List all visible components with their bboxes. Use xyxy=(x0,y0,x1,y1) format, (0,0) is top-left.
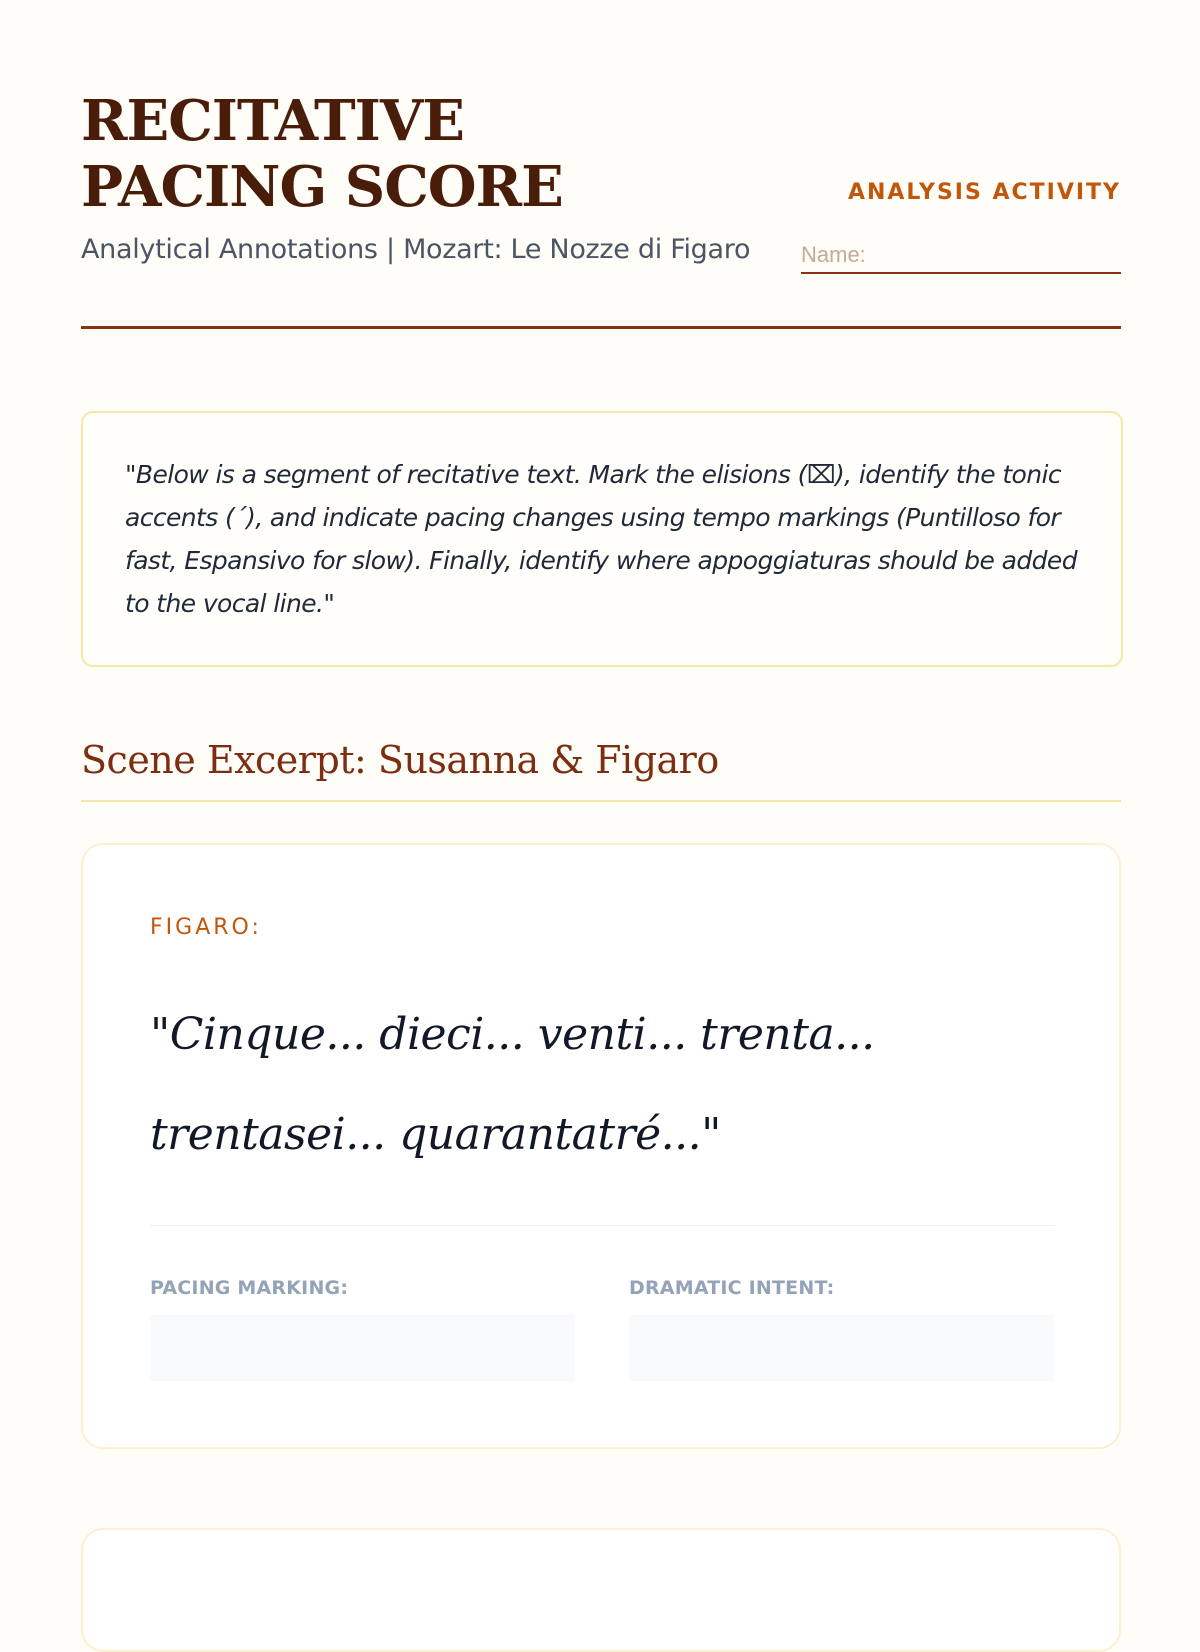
header-divider xyxy=(81,326,1121,329)
instructions-box xyxy=(81,411,1123,667)
section-divider xyxy=(81,800,1121,802)
page-subtitle: Analytical Annotations | Mozart: Le Nozze di Figaro xyxy=(81,234,751,265)
name-input[interactable] xyxy=(801,238,1121,274)
page-title: RECITATIVE PACING SCORE xyxy=(81,88,563,220)
instructions-text: "Below is a segment of recitative text. Mark the elisions (⌧), identify the tonic accents (´), and indicate pacing changes using tempo markings (Puntilloso for fast, Espansivo for slow). Finally, identify where appoggiaturas should be added to the vocal line." xyxy=(125,460,1077,618)
recitative-line: "Cinque... dieci... venti... trenta... trentasei... quarantatré..." xyxy=(150,1009,875,1160)
pacing-marking-input[interactable] xyxy=(150,1315,575,1381)
next-excerpt-card xyxy=(81,1528,1121,1652)
dramatic-intent-input[interactable] xyxy=(629,1315,1054,1381)
activity-label: ANALYSIS ACTIVITY xyxy=(847,180,1121,205)
section-title: Scene Excerpt: Susanna & Figaro xyxy=(81,738,719,782)
card-divider xyxy=(150,1225,1055,1226)
dramatic-intent-label: DRAMATIC INTENT: xyxy=(629,1277,835,1299)
speaker-label: FIGARO: xyxy=(150,915,262,940)
pacing-marking-label: PACING MARKING: xyxy=(150,1277,349,1299)
excerpt-card xyxy=(81,843,1121,1449)
worksheet-header xyxy=(81,88,1121,338)
